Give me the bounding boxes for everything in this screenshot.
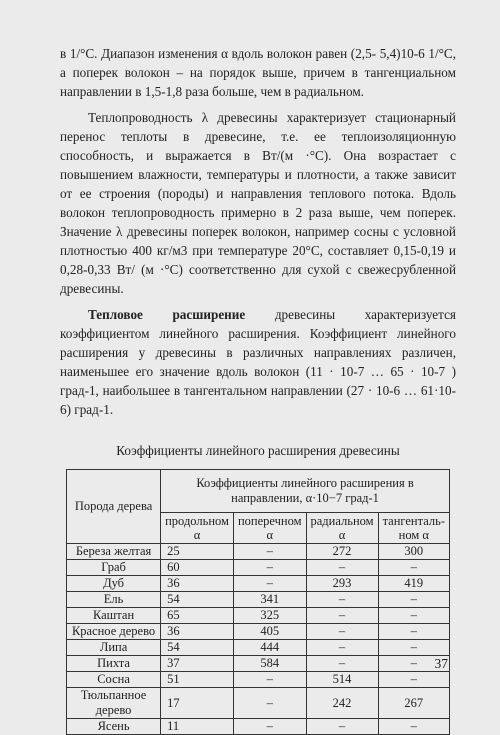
value-cell: 584 — [233, 656, 306, 672]
species-cell: Пихта — [67, 656, 161, 672]
value-cell: 293 — [306, 576, 378, 592]
value-cell: – — [233, 560, 306, 576]
value-cell: 17 — [161, 688, 234, 719]
table-row — [67, 719, 450, 735]
sub-header-transverse: поперечном α — [233, 513, 306, 544]
expansion-paragraph — [60, 305, 456, 419]
value-cell: 267 — [378, 688, 449, 719]
species-cell: Береза желтая — [67, 544, 161, 560]
value-cell: 54 — [161, 640, 234, 656]
value-cell: 325 — [233, 608, 306, 624]
table-body — [67, 544, 450, 735]
value-cell: 37 — [161, 656, 234, 672]
value-cell: 514 — [306, 672, 378, 688]
value-cell: – — [233, 688, 306, 719]
species-cell: Красное дерево — [67, 624, 161, 640]
table-row — [67, 544, 450, 560]
value-cell: 25 — [161, 544, 234, 560]
table-row — [67, 672, 450, 688]
value-cell: 300 — [378, 544, 449, 560]
value-cell: 65 — [161, 608, 234, 624]
value-cell: – — [306, 640, 378, 656]
species-cell: Липа — [67, 640, 161, 656]
species-cell: Ясень — [67, 719, 161, 735]
value-cell: 60 — [161, 560, 234, 576]
page-number: 37 — [434, 656, 448, 671]
value-cell: – — [378, 719, 449, 735]
value-cell: 405 — [233, 624, 306, 640]
value-cell: – — [378, 672, 449, 688]
species-cell: Граб — [67, 560, 161, 576]
expansion-text: древесины характеризуется коэффициентом линейного расширения. Коэффициент линейного расширения у древесины в различных направлениях различен, наименьшее его значение вдоль волокон (11 · 10-7 … 65 · 10-7 ) град-1, наибольшее в тангентальном направлении (27 · 10-6 … 61·10-6) град-1. — [60, 307, 456, 417]
species-cell: Каштан — [67, 608, 161, 624]
table-row — [67, 608, 450, 624]
conductivity-paragraph: Теплопроводность λ древесины характеризует стационарный перенос теплоты в древесине, т.е. ее теплоизоляционную способность, и выражается в Вт/(м ·°С). Она возрастает с повышением влажности, температуры и плотности, а также зависит от ее строения (породы) и направления теплового потока. Вдоль волокон теплопроводность примерно в 2 раза выше, чем поперек. Значение λ древесины поперек волокон, например сосны с условной плотностью 400 кг/м3 при температуре 20°С, составляет 0,15-0,19 и 0,28-0,33 Вт/ (м ·°С) соответственно для сухой с свежесрубленной древесины. — [60, 110, 456, 296]
table-row — [67, 640, 450, 656]
value-cell: – — [378, 592, 449, 608]
value-cell: – — [306, 560, 378, 576]
value-cell: 419 — [378, 576, 449, 592]
species-cell: Сосна — [67, 672, 161, 688]
col-group-header: Коэффициенты линейного расширения в направлении, α·10−7 град-1 — [161, 470, 450, 513]
table-row — [67, 560, 450, 576]
sub-header-longitudinal: продольном α — [161, 513, 234, 544]
value-cell: 11 — [161, 719, 234, 735]
value-cell: – — [233, 719, 306, 735]
value-cell: 341 — [233, 592, 306, 608]
table-row — [67, 576, 450, 592]
species-cell: Ель — [67, 592, 161, 608]
value-cell: 36 — [161, 576, 234, 592]
value-cell: 54 — [161, 592, 234, 608]
species-cell: Дуб — [67, 576, 161, 592]
value-cell: – — [378, 624, 449, 640]
value-cell: – — [306, 719, 378, 735]
value-cell: 51 — [161, 672, 234, 688]
sub-header-tangential: тангенталь-ном α — [378, 513, 449, 544]
value-cell: – — [378, 560, 449, 576]
expansion-table — [66, 469, 450, 735]
value-cell: – — [306, 656, 378, 672]
value-cell: – — [233, 672, 306, 688]
value-cell: – — [378, 608, 449, 624]
table-row — [67, 624, 450, 640]
value-cell: – — [306, 592, 378, 608]
value-cell: – — [306, 624, 378, 640]
value-cell: – — [378, 640, 449, 656]
value-cell: – — [306, 608, 378, 624]
value-cell: 272 — [306, 544, 378, 560]
species-cell: Тюльпанное дерево — [67, 688, 161, 719]
value-cell: – — [233, 544, 306, 560]
sub-header-radial: радиальном α — [306, 513, 378, 544]
table-row — [67, 688, 450, 719]
value-cell: – — [233, 576, 306, 592]
value-cell: 444 — [233, 640, 306, 656]
expansion-term: Тепловое расширение — [88, 307, 246, 322]
value-cell: 36 — [161, 624, 234, 640]
value-cell: 242 — [306, 688, 378, 719]
intro-paragraph: в 1/°С. Диапазон изменения α вдоль волокон равен (2,5- 5,4)10-6 1/°С, а поперек волокон – на порядок выше, причем в тангенциальном направлении в 1,5-1,8 раза больше, чем в радиальном. — [60, 46, 456, 99]
table-row — [67, 656, 450, 672]
table-caption: Коэффициенты линейного расширения древесины — [116, 443, 400, 458]
table-row — [67, 592, 450, 608]
value-cell: – — [378, 656, 449, 672]
col-species-header: Порода дерева — [67, 470, 161, 544]
